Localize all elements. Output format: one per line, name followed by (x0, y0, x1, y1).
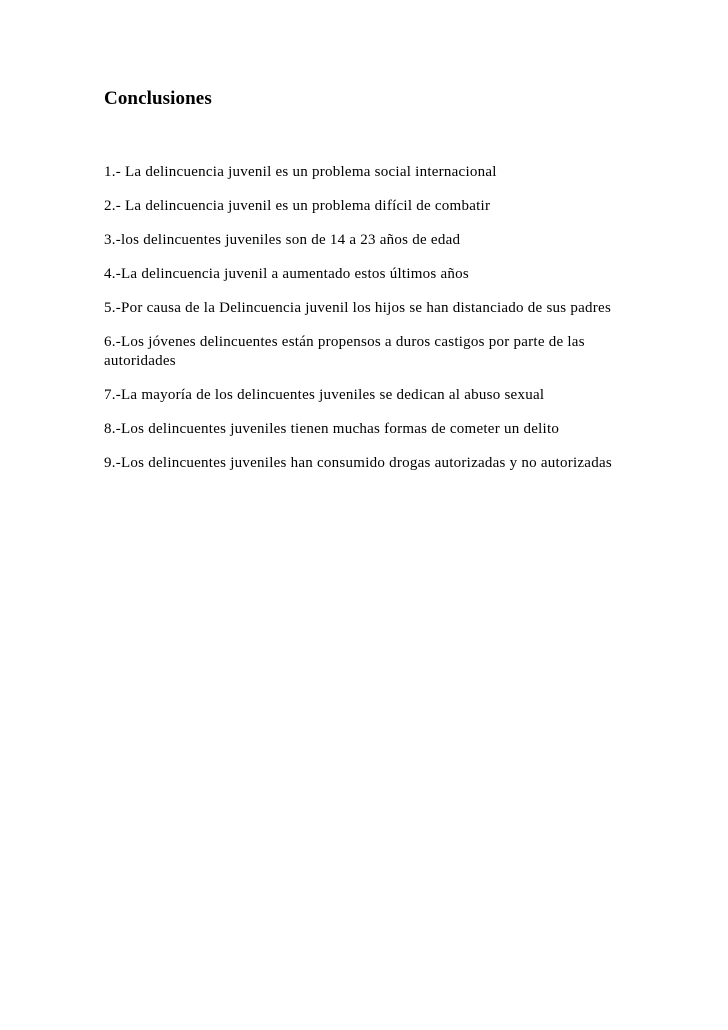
conclusion-item-2: 2.- La delincuencia juvenil es un problema difícil de combatir (104, 198, 491, 214)
conclusion-item-1: 1.- La delincuencia juvenil es un problema social internacional (104, 164, 497, 180)
conclusion-item-6: 6.-Los jóvenes delincuentes están propensos a duros castigos por parte de las autoridades (104, 334, 585, 369)
conclusion-item-7: 7.-La mayoría de los delincuentes juveniles se dedican al abuso sexual (104, 387, 545, 403)
conclusions-list (104, 163, 634, 488)
conclusion-item-4: 4.-La delincuencia juvenil a aumentado estos últimos años (104, 266, 469, 282)
conclusion-item-5: 5.-Por causa de la Delincuencia juvenil los hijos se han distanciado de sus padres (104, 300, 612, 316)
conclusion-item-8: 8.-Los delincuentes juveniles tienen muchas formas de cometer un delito (104, 421, 560, 437)
conclusion-item-9: 9.-Los delincuentes juveniles han consumido drogas autorizadas y no autorizadas (104, 455, 612, 471)
page-title: Conclusiones (104, 88, 212, 109)
conclusion-item-3: 3.-los delincuentes juveniles son de 14 a 23 años de edad (104, 232, 461, 248)
